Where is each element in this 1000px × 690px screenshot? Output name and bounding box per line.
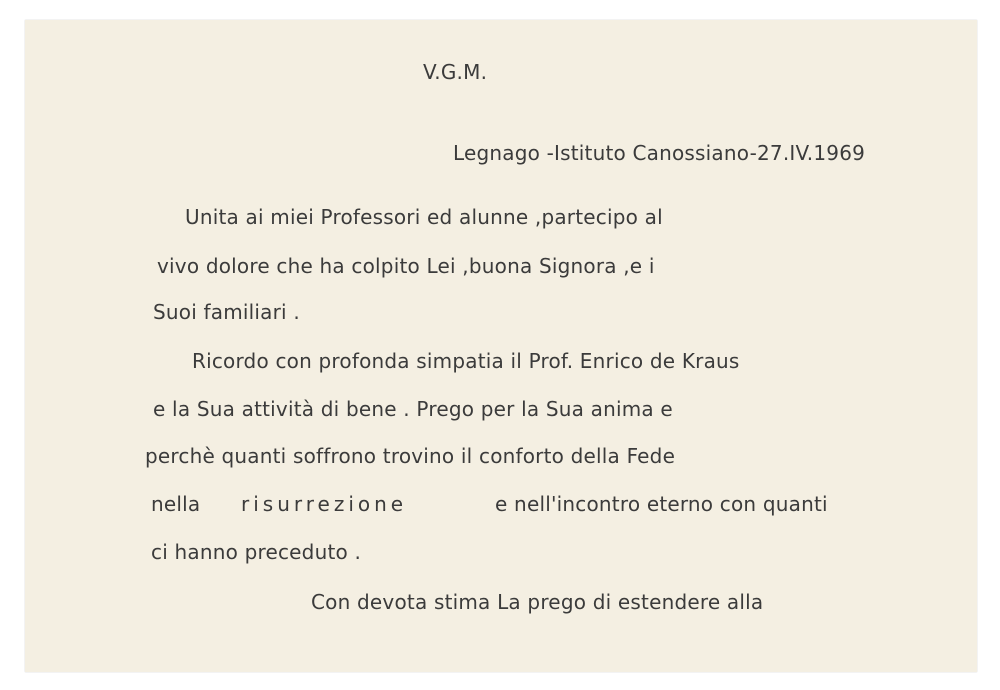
body-line-7c: e nell'incontro eterno con quanti (495, 492, 828, 516)
body-line-5: e la Sua attività di bene . Prego per la Sua anima e (153, 397, 673, 421)
body-line-8: ci hanno preceduto . (151, 540, 362, 564)
body-line-9: Con devota stima La prego di estendere alla (311, 590, 764, 614)
body-line-4: Ricordo con profonda simpatia il Prof. Enrico de Kraus (192, 349, 740, 373)
body-line-6: perchè quanti soffrono trovino il conforto della Fede (145, 444, 676, 468)
body-line-2: vivo dolore che ha colpito Lei ,buona Signora ,e i (157, 254, 655, 278)
body-line-7a: nella (151, 492, 201, 516)
letter-header: V.G.M. (423, 60, 488, 84)
place-date: Legnago -Istituto Canossiano-27.IV.1969 (453, 141, 866, 165)
body-line-1: Unita ai miei Professori ed alunne ,partecipo al (185, 205, 663, 229)
body-line-7b: risurrezione (241, 492, 408, 516)
letter-card (25, 20, 977, 672)
body-line-3: Suoi familiari . (153, 300, 300, 324)
